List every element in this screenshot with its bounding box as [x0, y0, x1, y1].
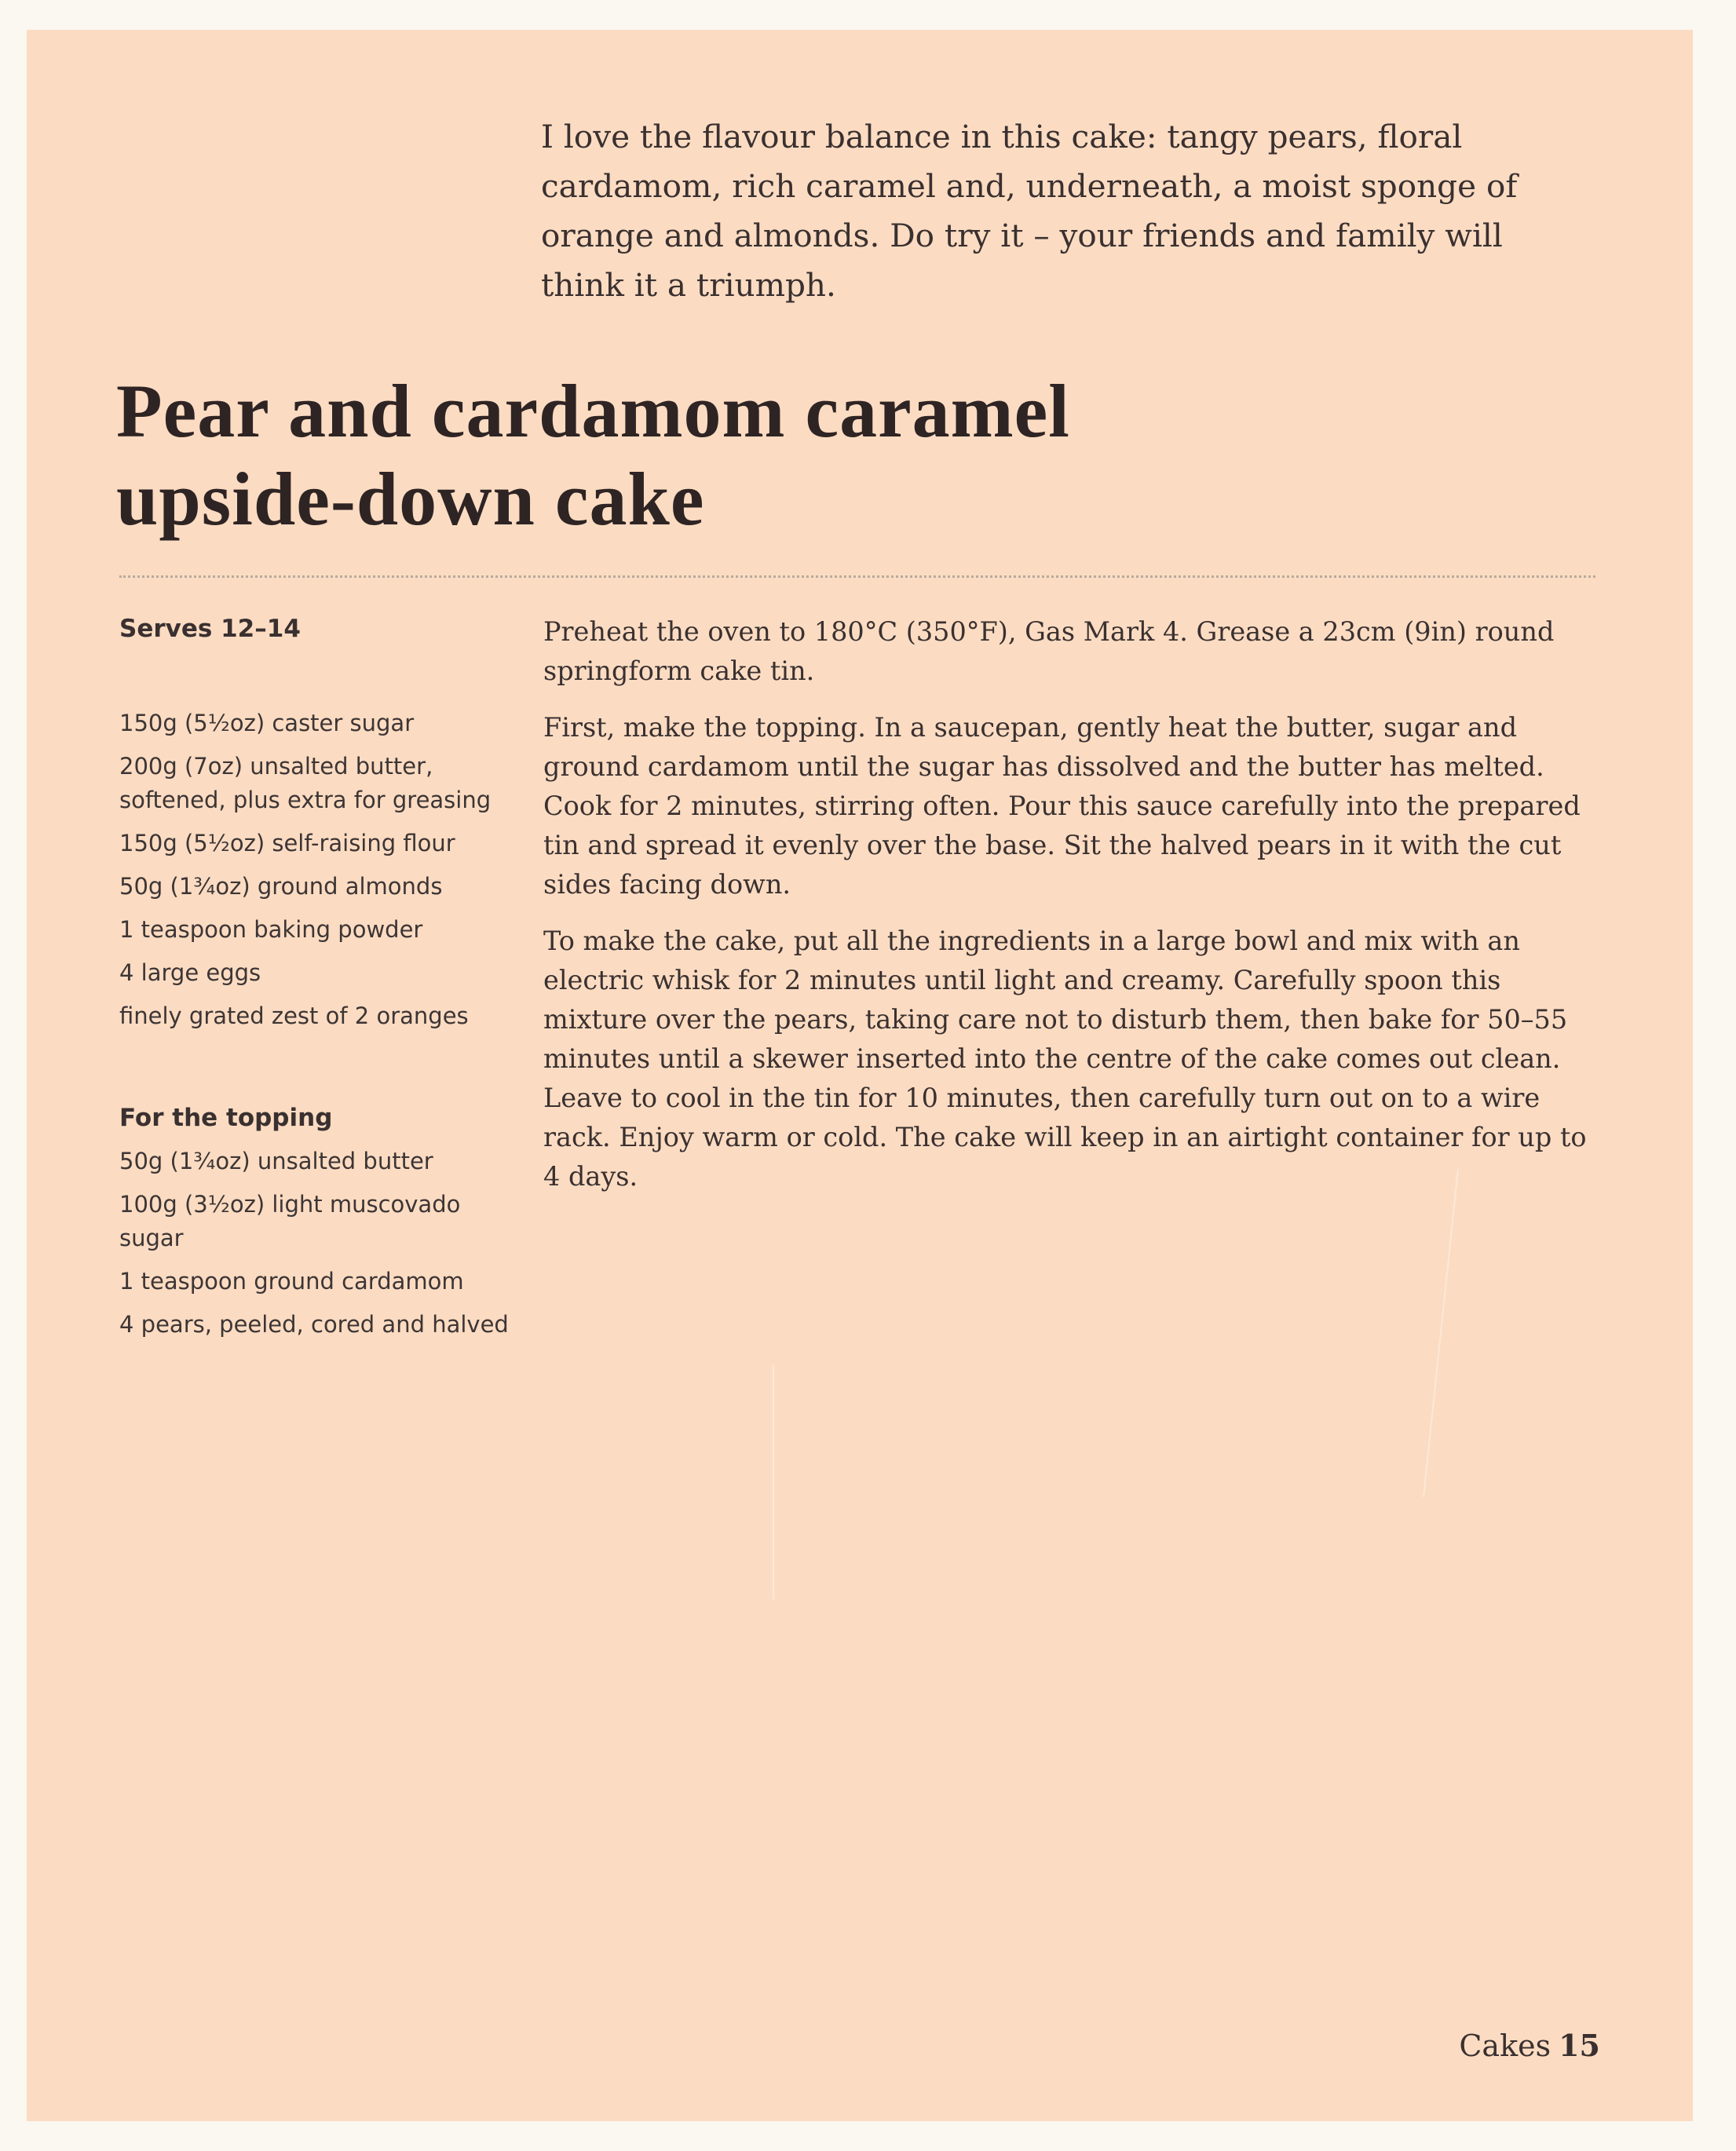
topping-ingredient-list [119, 1145, 528, 1351]
recipe-title-line-2: upside-down cake [116, 457, 705, 541]
recipe-title-line-1: Pear and cardamom caramel [116, 369, 1070, 453]
footer-section-name: Cakes [1459, 2029, 1551, 2063]
method-step: Preheat the oven to 180°C (350°F), Gas Mark 4. Grease a 23cm (9in) round springform cake tin. [543, 616, 1555, 686]
recipe-title [116, 367, 1608, 543]
ingredient-item: 1 teaspoon baking powder [119, 916, 423, 943]
intro-text: I love the flavour balance in this cake: tangy pears, floral cardamom, rich caramel and, underneath, a moist sponge of orange and almonds. Do try it – your friends and family will think it a triumph. [541, 118, 1518, 304]
method-step: To make the cake, put all the ingredients in a large bowl and mix with an electric whisk for 2 minutes until light and creamy. Carefully spoon this mixture over the pears, taking care not to disturb them, then bake for 50–55 minutes until a skewer inserted into the centre of the cake comes out clean. Leave to cool in the tin for 10 minutes, then carefully turn out on to a wire rack. Enjoy warm or cold. The cake will keep in an airtight container for up to 4 days. [543, 926, 1587, 1192]
ingredient-item: 4 large eggs [119, 959, 261, 986]
ingredient-item: finely grated zest of 2 oranges [119, 1002, 469, 1029]
topping-ingredient-item: 4 pears, peeled, cored and halved [119, 1311, 509, 1338]
topping-ingredient-item: 100g (3½oz) light muscovado sugar [119, 1191, 461, 1251]
dotted-divider [119, 575, 1595, 578]
page-footer [1459, 2028, 1600, 2063]
ingredient-item: 150g (5½oz) caster sugar [119, 710, 415, 736]
serves-label: Serves 12–14 [119, 615, 301, 643]
page-crease [1423, 1169, 1459, 1497]
topping-ingredient-item: 50g (1¾oz) unsalted butter [119, 1148, 433, 1174]
topping-ingredient-item: 1 teaspoon ground cardamom [119, 1268, 464, 1295]
page-number: 15 [1559, 2028, 1600, 2063]
ingredient-list [119, 707, 528, 1043]
method-step: First, make the topping. In a saucepan, gently heat the butter, sugar and ground cardamom until the sugar has dissolved and the butter has melted. Cook for 2 minutes, stirring often. Pour this sauce carefully into the prepared tin and spread it evenly over the base. Sit the halved pears in it with the cut sides facing down. [543, 712, 1581, 900]
method-section [543, 612, 1611, 1214]
ingredient-item: 50g (1¾oz) ground almonds [119, 873, 443, 900]
recipe-page [27, 30, 1693, 2121]
page-crease [773, 1364, 774, 1600]
topping-heading: For the topping [119, 1104, 333, 1132]
ingredient-item: 200g (7oz) unsalted butter, softened, plus extra for greasing [119, 753, 492, 813]
ingredient-item: 150g (5½oz) self-raising flour [119, 830, 455, 856]
